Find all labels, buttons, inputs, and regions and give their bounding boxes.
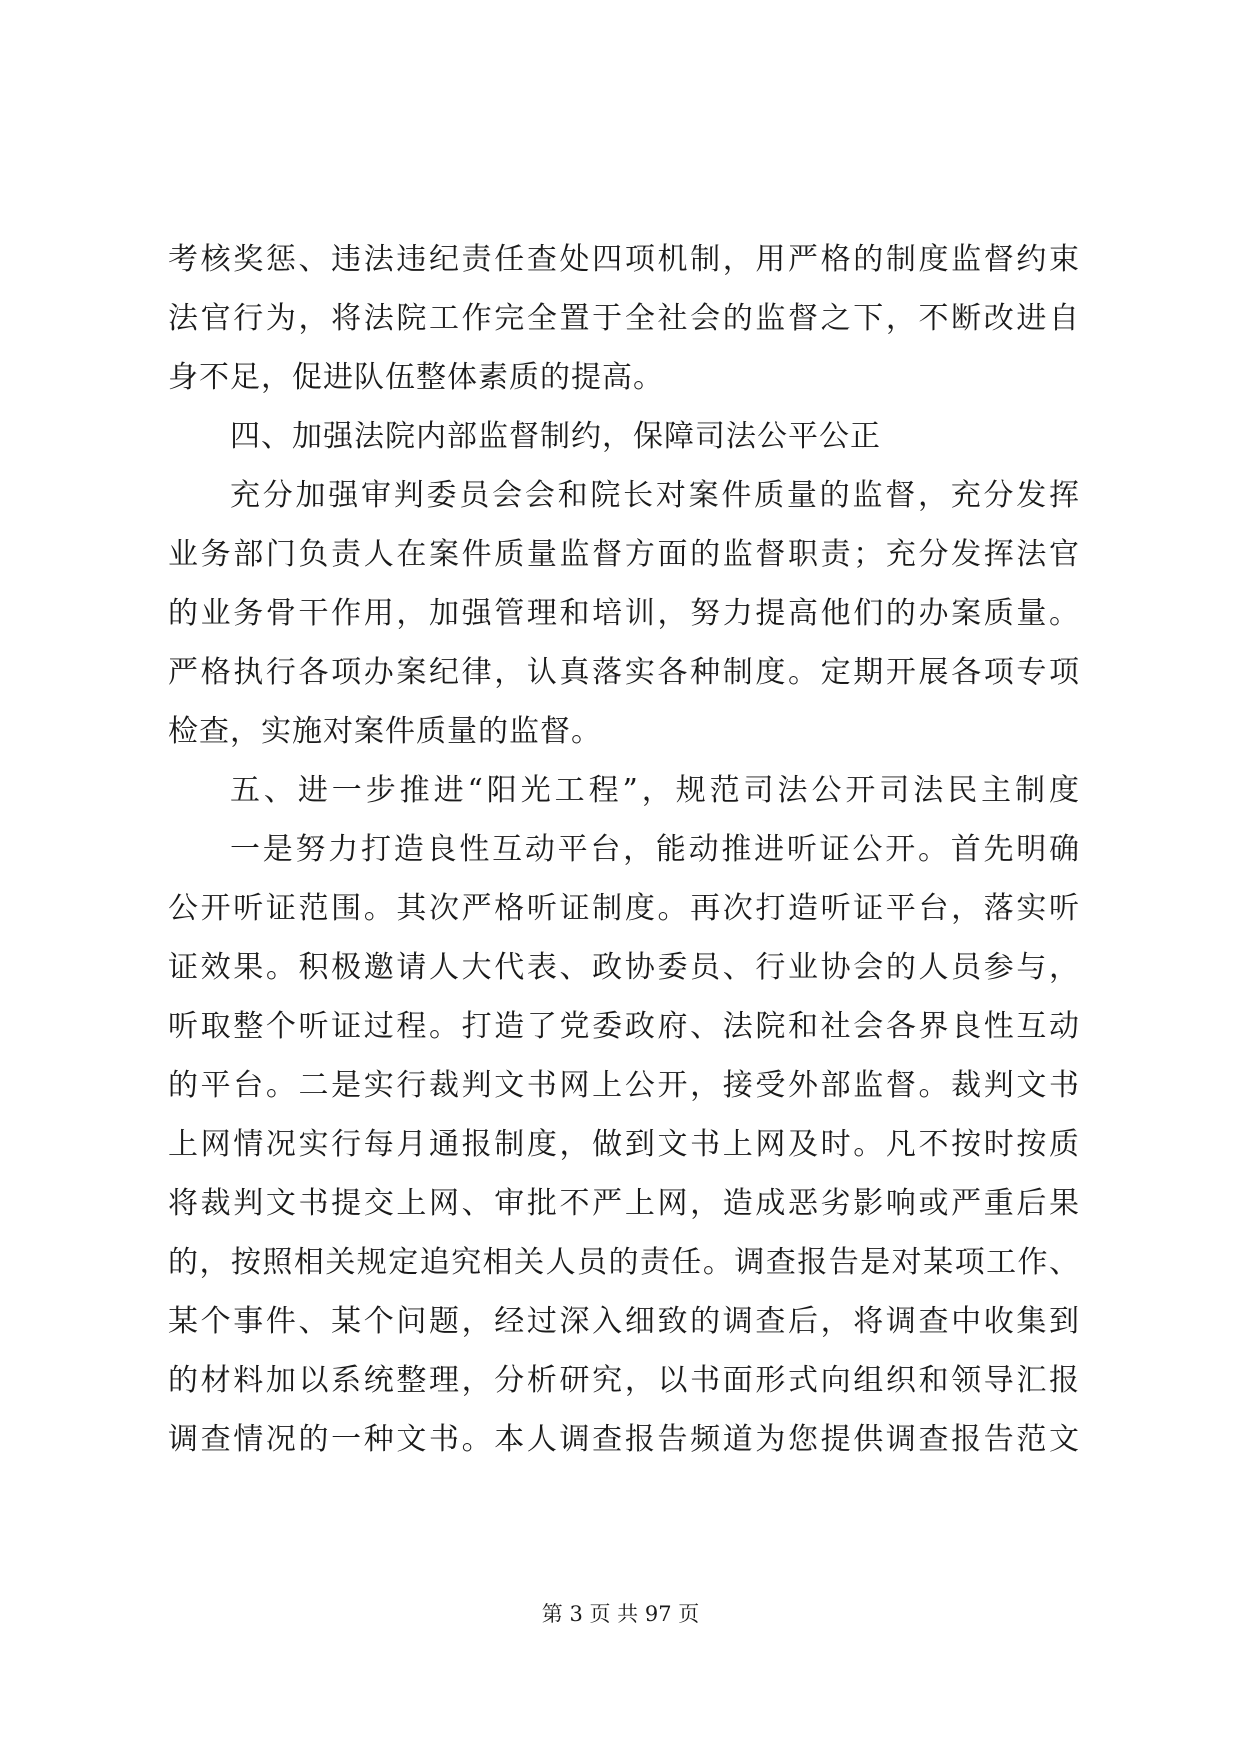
text-line: 的，按照相关规定追究相关人员的责任。调查报告是对某项工作、: [168, 1245, 1080, 1280]
text-line: 身不足，促进队伍整体素质的提高。: [168, 360, 664, 395]
text-line: 业务部门负责人在案件质量监督方面的监督职责；充分发挥法官: [168, 537, 1080, 572]
text-line: 上网情况实行每月通报制度，做到文书上网及时。凡不按时按质: [168, 1127, 1080, 1162]
text-line: 一是努力打造良性互动平台，能动推进听证公开。首先明确: [230, 832, 1080, 867]
text-line: 证效果。积极邀请人大代表、政协委员、行业协会的人员参与，: [168, 950, 1080, 985]
document-body: [168, 230, 1080, 1469]
text-line: 严格执行各项办案纪律，认真落实各种制度。定期开展各项专项: [168, 655, 1080, 690]
text-line: 四、加强法院内部监督制约，保障司法公平公正: [230, 419, 881, 454]
text-line: 将裁判文书提交上网、审批不严上网，造成恶劣影响或严重后果: [168, 1186, 1080, 1221]
text-line: 法官行为，将法院工作完全置于全社会的监督之下，不断改进自: [168, 301, 1080, 336]
text-line: 调查情况的一种文书。本人调查报告频道为您提供调查报告范文: [168, 1422, 1080, 1457]
page-footer: 第 3 页 共 97 页: [541, 1602, 700, 1626]
text-line: 充分加强审判委员会会和院长对案件质量的监督，充分发挥: [230, 478, 1080, 513]
text-line: 的业务骨干作用，加强管理和培训，努力提高他们的办案质量。: [168, 596, 1080, 631]
text-line: 的材料加以系统整理，分析研究，以书面形式向组织和领导汇报: [168, 1363, 1080, 1398]
text-line: 的平台。二是实行裁判文书网上公开，接受外部监督。裁判文书: [168, 1068, 1080, 1103]
text-line: 检查，实施对案件质量的监督。: [168, 714, 602, 749]
text-line: 公开听证范围。其次严格听证制度。再次打造听证平台，落实听: [168, 891, 1080, 926]
text-line: 考核奖惩、违法违纪责任查处四项机制，用严格的制度监督约束: [168, 242, 1080, 277]
text-line: 听取整个听证过程。打造了党委政府、法院和社会各界良性互动: [168, 1009, 1080, 1044]
text-line: 五、进一步推进“阳光工程”，规范司法公开司法民主制度: [230, 773, 1080, 808]
text-line: 某个事件、某个问题，经过深入细致的调查后，将调查中收集到: [168, 1304, 1080, 1339]
